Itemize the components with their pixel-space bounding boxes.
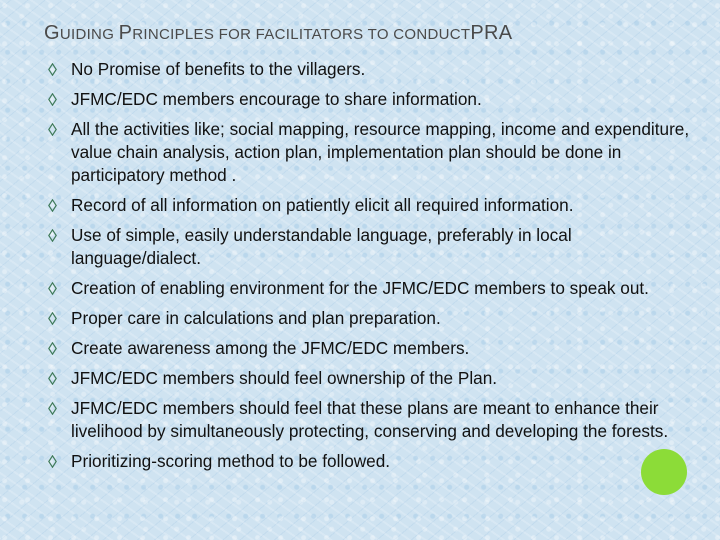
- bullet-item: [44, 397, 694, 443]
- title-initial-g: G: [44, 22, 60, 44]
- bullet-list: [44, 58, 694, 480]
- green-circle: [641, 449, 687, 495]
- diamond-outline-icon: [48, 123, 57, 136]
- bullet-text: Creation of enabling environment for the JFMC/EDC members to speak out.: [71, 278, 649, 298]
- bullet-text: No Promise of benefits to the villagers.: [71, 59, 366, 79]
- bullet-text: All the activities like; social mapping, resource mapping, income and expenditure, value chain analysis, action plan, implementation plan should be done in participatory method .: [71, 119, 690, 185]
- bullet-item: [44, 58, 694, 81]
- diamond-outline-icon: [48, 342, 57, 355]
- bullet-text: JFMC/EDC members should feel ownership of the Plan.: [71, 368, 498, 388]
- title-uiding: UIDING: [59, 26, 119, 43]
- diamond-outline-icon: [48, 282, 57, 295]
- diamond-outline-icon: [48, 312, 57, 325]
- diamond-outline-icon: [48, 229, 57, 242]
- bullet-text: Record of all information on patiently elicit all required information.: [71, 195, 574, 215]
- slide-title: [44, 22, 512, 45]
- diamond-outline-icon: [48, 372, 57, 385]
- diamond-outline-icon: [48, 455, 57, 468]
- bullet-text: Create awareness among the JFMC/EDC members.: [71, 338, 470, 358]
- title-pra: PRA: [470, 22, 513, 44]
- bullet-item: [44, 337, 694, 360]
- bullet-item: [44, 277, 694, 300]
- title-initial-p: P: [118, 22, 133, 44]
- bullet-text: Proper care in calculations and plan preparation.: [71, 308, 441, 328]
- title-rinciples: RINCIPLES FOR FACILITATORS TO CONDUCT: [132, 26, 471, 43]
- bullet-text: Use of simple, easily understandable language, preferably in local language/dialect.: [71, 225, 572, 268]
- bullet-item: [44, 367, 694, 390]
- diamond-outline-icon: [48, 93, 57, 106]
- bullet-text: JFMC/EDC members should feel that these plans are meant to enhance their livelihood by simultaneously protecting, conserving and developing the forests.: [71, 398, 669, 441]
- bullet-item: [44, 194, 694, 217]
- bullet-text: JFMC/EDC members encourage to share information.: [71, 89, 482, 109]
- bullet-item: [44, 307, 694, 330]
- bullet-item: [44, 88, 694, 111]
- diamond-outline-icon: [48, 63, 57, 76]
- bullet-item: [44, 450, 694, 473]
- bullet-item: [44, 224, 694, 270]
- bullet-text: Prioritizing-scoring method to be followed.: [71, 451, 391, 471]
- diamond-outline-icon: [48, 402, 57, 415]
- bullet-item: [44, 118, 694, 187]
- diamond-outline-icon: [48, 199, 57, 212]
